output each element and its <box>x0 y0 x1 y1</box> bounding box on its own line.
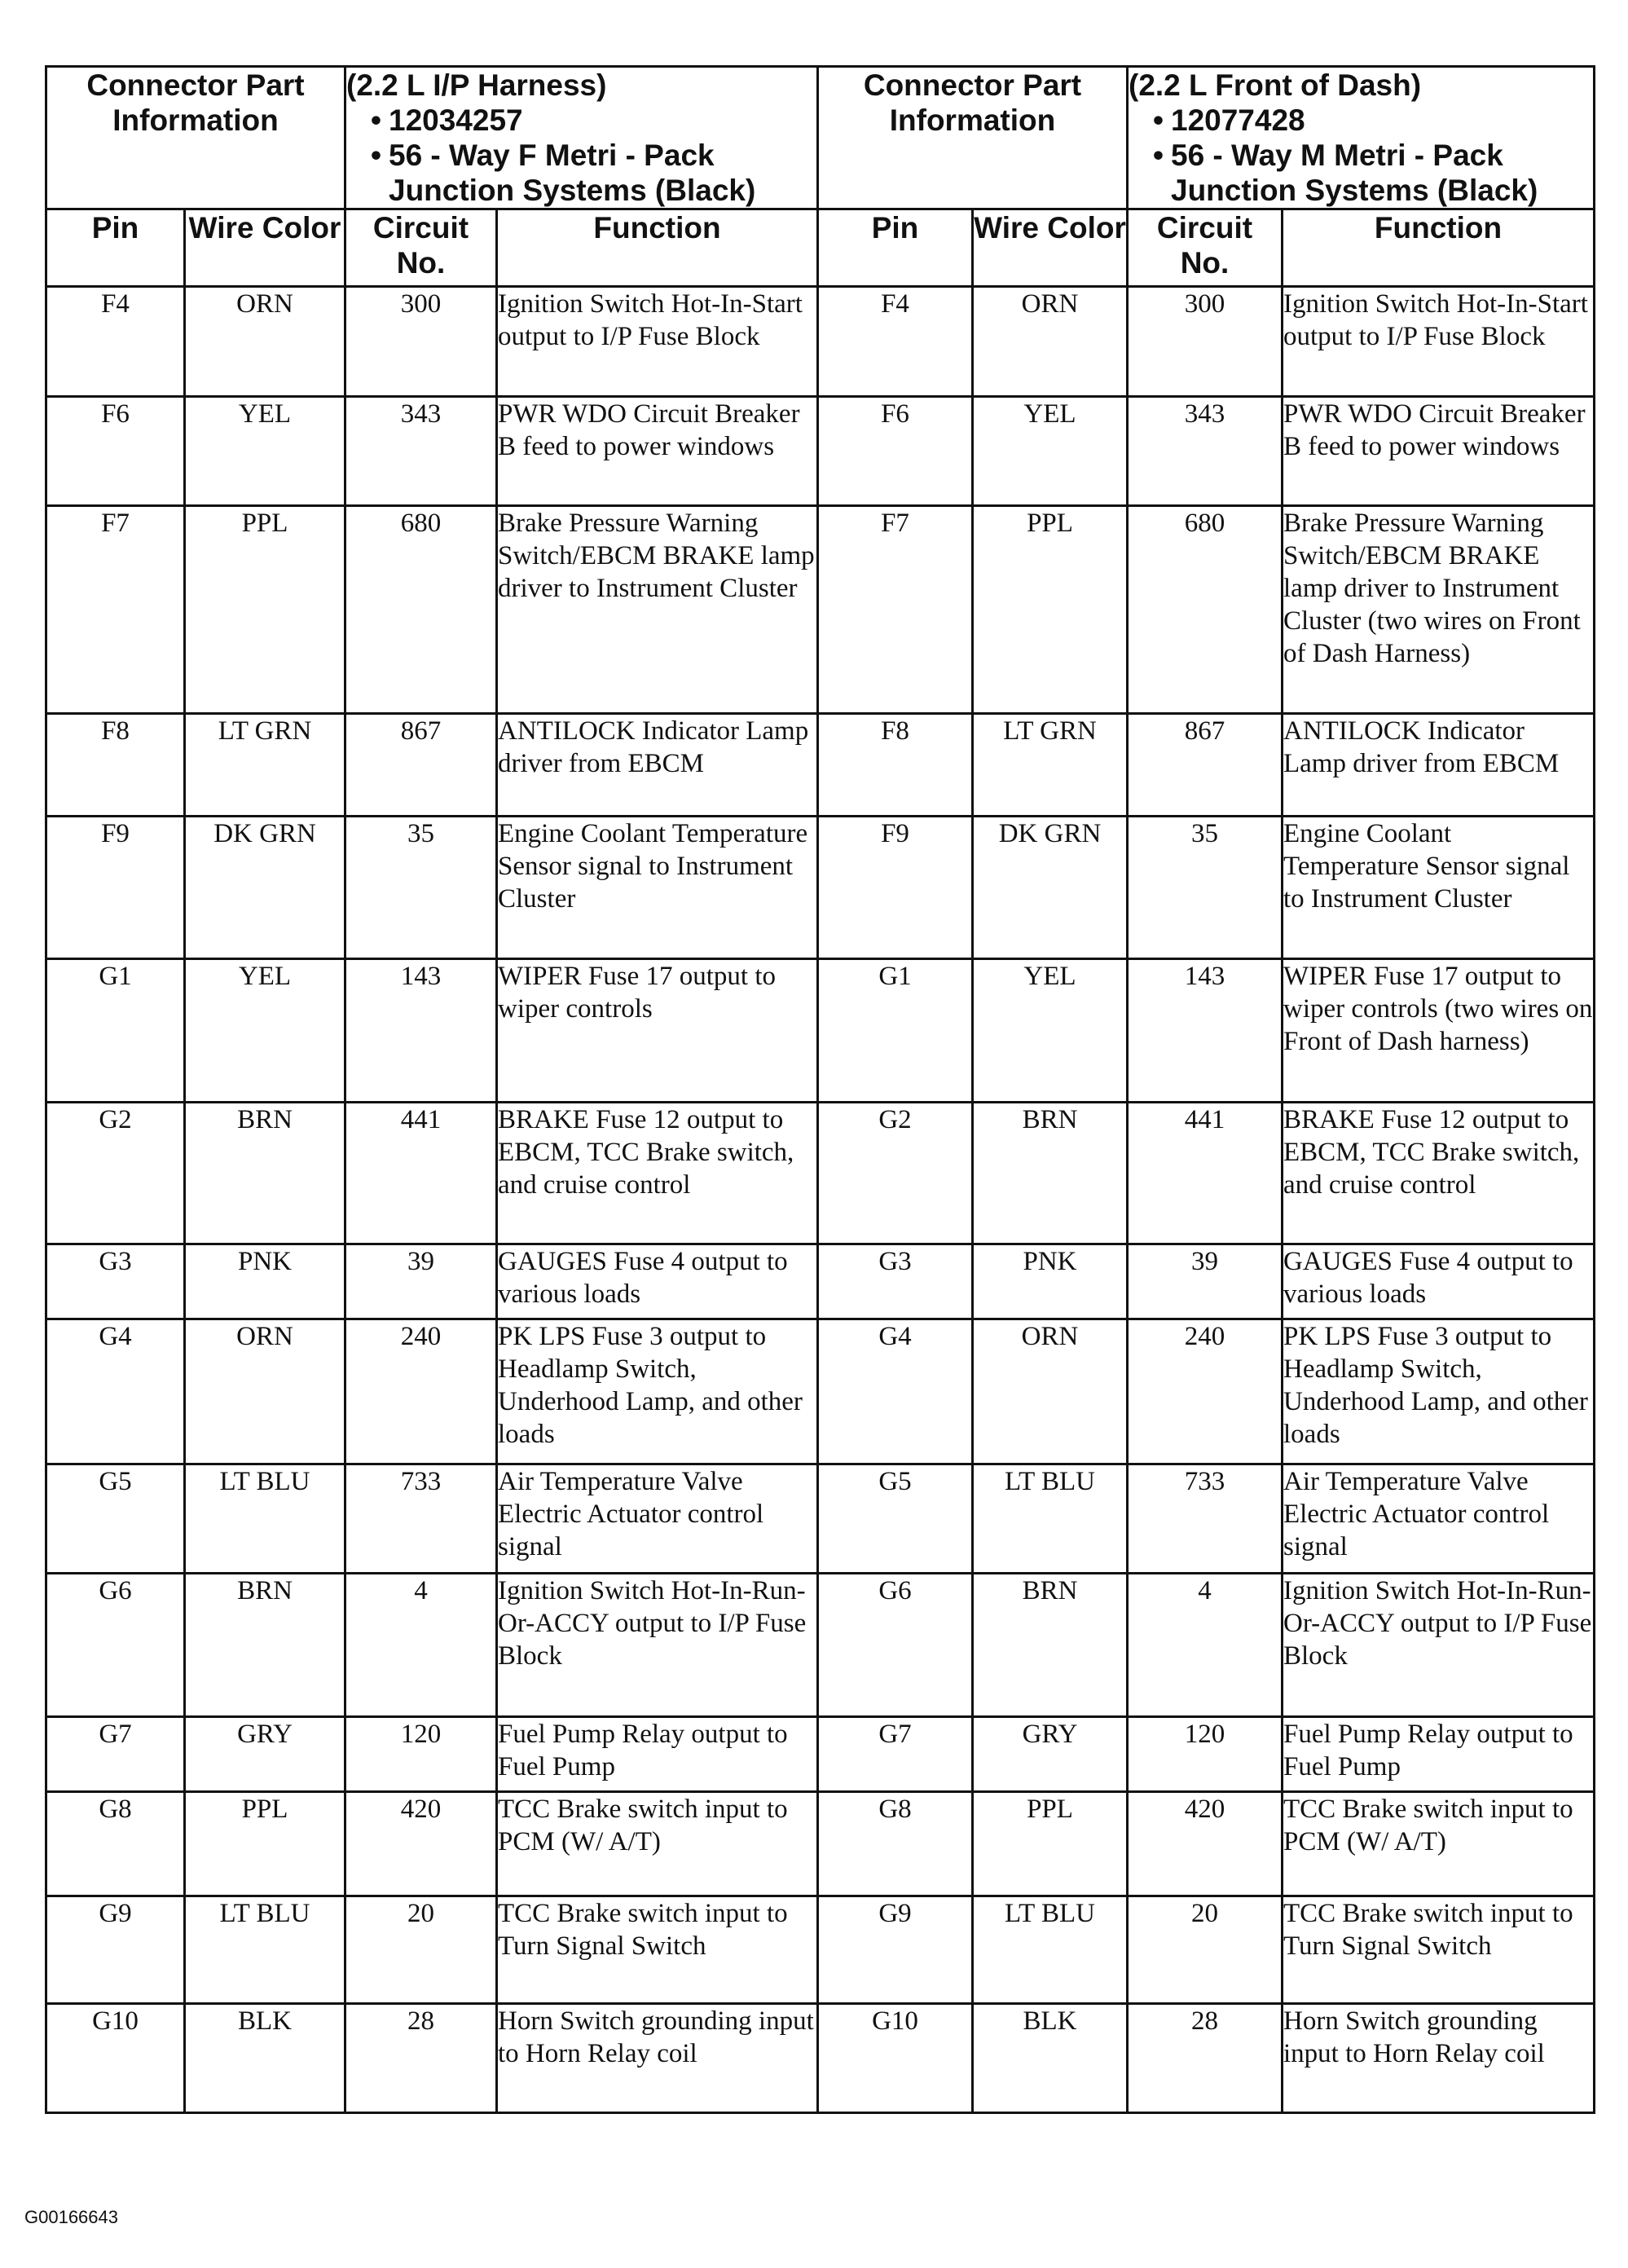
col-pin-right: Pin <box>818 209 973 287</box>
wire-color-cell: BLK <box>973 2004 1128 2113</box>
function-cell: Ignition Switch Hot-In-Run-Or-ACCY output to I/P Fuse Block <box>497 1574 818 1717</box>
circuit-no-cell: 35 <box>1128 817 1283 959</box>
right-part-number: • 12077428 <box>1129 103 1593 138</box>
wire-color-cell: ORN <box>973 1319 1128 1464</box>
pin-cell: F6 <box>818 397 973 506</box>
pin-cell: G8 <box>46 1792 185 1896</box>
circuit-no-cell: 39 <box>345 1244 497 1319</box>
table-row <box>46 1574 1595 1717</box>
circuit-no-cell: 143 <box>1128 959 1283 1103</box>
col-function-right: Function <box>1283 209 1595 287</box>
wire-color-cell: YEL <box>973 959 1128 1103</box>
circuit-no-cell: 733 <box>345 1464 497 1574</box>
pin-cell: G8 <box>818 1792 973 1896</box>
wire-color-cell: BRN <box>185 1574 345 1717</box>
wire-color-cell: LT GRN <box>185 714 345 817</box>
table-row <box>46 817 1595 959</box>
function-cell: Air Temperature Valve Electric Actuator control signal <box>1283 1464 1595 1574</box>
wire-color-cell: BRN <box>185 1103 345 1244</box>
left-harness-title: (2.2 L I/P Harness) <box>346 68 607 102</box>
function-cell: PK LPS Fuse 3 output to Headlamp Switch, Underhood Lamp, and other loads <box>1283 1319 1595 1464</box>
circuit-no-cell: 4 <box>1128 1574 1283 1717</box>
function-cell: TCC Brake switch input to Turn Signal Switch <box>1283 1896 1595 2004</box>
table-row <box>46 1717 1595 1792</box>
pin-cell: G6 <box>818 1574 973 1717</box>
function-cell: ANTILOCK Indicator Lamp driver from EBCM <box>1283 714 1595 817</box>
table-row <box>46 397 1595 506</box>
wire-color-cell: ORN <box>185 1319 345 1464</box>
col-wire-color-left: Wire Color <box>185 209 345 287</box>
pin-cell: G4 <box>818 1319 973 1464</box>
table-row <box>46 287 1595 397</box>
function-cell: BRAKE Fuse 12 output to EBCM, TCC Brake switch, and cruise control <box>497 1103 818 1244</box>
wire-color-cell: YEL <box>185 397 345 506</box>
function-cell: Fuel Pump Relay output to Fuel Pump <box>1283 1717 1595 1792</box>
function-cell: GAUGES Fuse 4 output to various loads <box>497 1244 818 1319</box>
function-cell: Fuel Pump Relay output to Fuel Pump <box>497 1717 818 1792</box>
pin-cell: G4 <box>46 1319 185 1464</box>
connector-table <box>45 65 1595 2114</box>
table-row <box>46 506 1595 714</box>
table-body <box>46 287 1595 2113</box>
circuit-no-cell: 680 <box>345 506 497 714</box>
function-cell: Horn Switch grounding input to Horn Relay coil <box>497 2004 818 2113</box>
circuit-no-cell: 420 <box>345 1792 497 1896</box>
table-row <box>46 1103 1595 1244</box>
circuit-no-cell: 120 <box>1128 1717 1283 1792</box>
wire-color-cell: BRN <box>973 1103 1128 1244</box>
pin-cell: F8 <box>818 714 973 817</box>
right-connector-info <box>1128 67 1595 209</box>
table-row <box>46 959 1595 1103</box>
circuit-no-cell: 733 <box>1128 1464 1283 1574</box>
pin-cell: G2 <box>818 1103 973 1244</box>
circuit-no-cell: 28 <box>345 2004 497 2113</box>
circuit-no-cell: 28 <box>1128 2004 1283 2113</box>
function-cell: TCC Brake switch input to Turn Signal Switch <box>497 1896 818 2004</box>
circuit-no-cell: 143 <box>345 959 497 1103</box>
pin-cell: G2 <box>46 1103 185 1244</box>
pin-cell: G7 <box>818 1717 973 1792</box>
function-cell: PWR WDO Circuit Breaker B feed to power windows <box>1283 397 1595 506</box>
function-cell: Air Temperature Valve Electric Actuator control signal <box>497 1464 818 1574</box>
right-connector-label: Connector Part Information <box>818 67 1128 209</box>
pin-cell: G3 <box>818 1244 973 1319</box>
wire-color-cell: PNK <box>973 1244 1128 1319</box>
circuit-no-cell: 240 <box>345 1319 497 1464</box>
col-function-left: Function <box>497 209 818 287</box>
connector-info-row <box>46 67 1595 209</box>
col-pin-left: Pin <box>46 209 185 287</box>
connector-sheet <box>45 65 1593 2114</box>
wire-color-cell: BLK <box>185 2004 345 2113</box>
function-cell: WIPER Fuse 17 output to wiper controls <box>497 959 818 1103</box>
circuit-no-cell: 867 <box>1128 714 1283 817</box>
wire-color-cell: ORN <box>185 287 345 397</box>
function-cell: GAUGES Fuse 4 output to various loads <box>1283 1244 1595 1319</box>
wire-color-cell: DK GRN <box>185 817 345 959</box>
function-cell: Engine Coolant Temperature Sensor signal to Instrument Cluster <box>497 817 818 959</box>
circuit-no-cell: 343 <box>345 397 497 506</box>
function-cell: Brake Pressure Warning Switch/EBCM BRAKE lamp driver to Instrument Cluster (two wires on Front of Dash Harness) <box>1283 506 1595 714</box>
left-connector-info <box>345 67 818 209</box>
function-cell: BRAKE Fuse 12 output to EBCM, TCC Brake switch, and cruise control <box>1283 1103 1595 1244</box>
function-cell: TCC Brake switch input to PCM (W/ A/T) <box>1283 1792 1595 1896</box>
wire-color-cell: PPL <box>973 1792 1128 1896</box>
table-row <box>46 1319 1595 1464</box>
col-circuit-no-right: Circuit No. <box>1128 209 1283 287</box>
circuit-no-cell: 35 <box>345 817 497 959</box>
function-cell: Ignition Switch Hot-In-Start output to I/P Fuse Block <box>1283 287 1595 397</box>
circuit-no-cell: 240 <box>1128 1319 1283 1464</box>
wire-color-cell: LT GRN <box>973 714 1128 817</box>
table-row <box>46 1896 1595 2004</box>
col-circuit-no-left: Circuit No. <box>345 209 497 287</box>
wire-color-cell: BRN <box>973 1574 1128 1717</box>
function-cell: Ignition Switch Hot-In-Run-Or-ACCY output to I/P Fuse Block <box>1283 1574 1595 1717</box>
table-row <box>46 714 1595 817</box>
pin-cell: F8 <box>46 714 185 817</box>
pin-cell: F6 <box>46 397 185 506</box>
right-harness-title: (2.2 L Front of Dash) <box>1129 68 1422 102</box>
circuit-no-cell: 39 <box>1128 1244 1283 1319</box>
wire-color-cell: YEL <box>185 959 345 1103</box>
function-cell: Ignition Switch Hot-In-Start output to I/P Fuse Block <box>497 287 818 397</box>
circuit-no-cell: 441 <box>345 1103 497 1244</box>
circuit-no-cell: 4 <box>345 1574 497 1717</box>
function-cell: Horn Switch grounding input to Horn Relay coil <box>1283 2004 1595 2113</box>
pin-cell: F4 <box>46 287 185 397</box>
image-id-label: G00166643 <box>24 2207 118 2227</box>
function-cell: PWR WDO Circuit Breaker B feed to power windows <box>497 397 818 506</box>
left-part-number: • 12034257 <box>346 103 816 138</box>
table-row <box>46 2004 1595 2113</box>
wire-color-cell: PPL <box>973 506 1128 714</box>
wire-color-cell: GRY <box>973 1717 1128 1792</box>
circuit-no-cell: 120 <box>345 1717 497 1792</box>
pin-cell: G5 <box>818 1464 973 1574</box>
function-cell: ANTILOCK Indicator Lamp driver from EBCM <box>497 714 818 817</box>
column-header-row <box>46 209 1595 287</box>
wire-color-cell: LT BLU <box>185 1896 345 2004</box>
circuit-no-cell: 680 <box>1128 506 1283 714</box>
circuit-no-cell: 20 <box>345 1896 497 2004</box>
pin-cell: F9 <box>46 817 185 959</box>
circuit-no-cell: 300 <box>1128 287 1283 397</box>
pin-cell: G6 <box>46 1574 185 1717</box>
function-cell: TCC Brake switch input to PCM (W/ A/T) <box>497 1792 818 1896</box>
table-row <box>46 1792 1595 1896</box>
wire-color-cell: LT BLU <box>973 1464 1128 1574</box>
left-connector-label: Connector Part Information <box>46 67 345 209</box>
pin-cell: F4 <box>818 287 973 397</box>
circuit-no-cell: 300 <box>345 287 497 397</box>
circuit-no-cell: 420 <box>1128 1792 1283 1896</box>
pin-cell: F7 <box>46 506 185 714</box>
circuit-no-cell: 867 <box>345 714 497 817</box>
table-row <box>46 1244 1595 1319</box>
function-cell: PK LPS Fuse 3 output to Headlamp Switch, Underhood Lamp, and other loads <box>497 1319 818 1464</box>
pin-cell: G1 <box>818 959 973 1103</box>
function-cell: Engine Coolant Temperature Sensor signal to Instrument Cluster <box>1283 817 1595 959</box>
wire-color-cell: PPL <box>185 1792 345 1896</box>
pin-cell: G9 <box>46 1896 185 2004</box>
wire-color-cell: LT BLU <box>973 1896 1128 2004</box>
circuit-no-cell: 343 <box>1128 397 1283 506</box>
wire-color-cell: LT BLU <box>185 1464 345 1574</box>
pin-cell: G9 <box>818 1896 973 2004</box>
pin-cell: G10 <box>46 2004 185 2113</box>
pin-cell: G5 <box>46 1464 185 1574</box>
left-connector-type: • 56 - Way F Metri - Pack Junction Systems (Black) <box>346 138 816 208</box>
pin-cell: G3 <box>46 1244 185 1319</box>
table-row <box>46 1464 1595 1574</box>
circuit-no-cell: 20 <box>1128 1896 1283 2004</box>
function-cell: WIPER Fuse 17 output to wiper controls (two wires on Front of Dash harness) <box>1283 959 1595 1103</box>
table-header <box>46 67 1595 287</box>
pin-cell: G1 <box>46 959 185 1103</box>
wire-color-cell: DK GRN <box>973 817 1128 959</box>
wire-color-cell: ORN <box>973 287 1128 397</box>
pin-cell: G10 <box>818 2004 973 2113</box>
right-connector-type: • 56 - Way M Metri - Pack Junction Systems (Black) <box>1129 138 1593 208</box>
function-cell: Brake Pressure Warning Switch/EBCM BRAKE lamp driver to Instrument Cluster <box>497 506 818 714</box>
wire-color-cell: YEL <box>973 397 1128 506</box>
pin-cell: G7 <box>46 1717 185 1792</box>
pin-cell: F9 <box>818 817 973 959</box>
pin-cell: F7 <box>818 506 973 714</box>
wire-color-cell: PNK <box>185 1244 345 1319</box>
circuit-no-cell: 441 <box>1128 1103 1283 1244</box>
wire-color-cell: PPL <box>185 506 345 714</box>
wire-color-cell: GRY <box>185 1717 345 1792</box>
col-wire-color-right: Wire Color <box>973 209 1128 287</box>
